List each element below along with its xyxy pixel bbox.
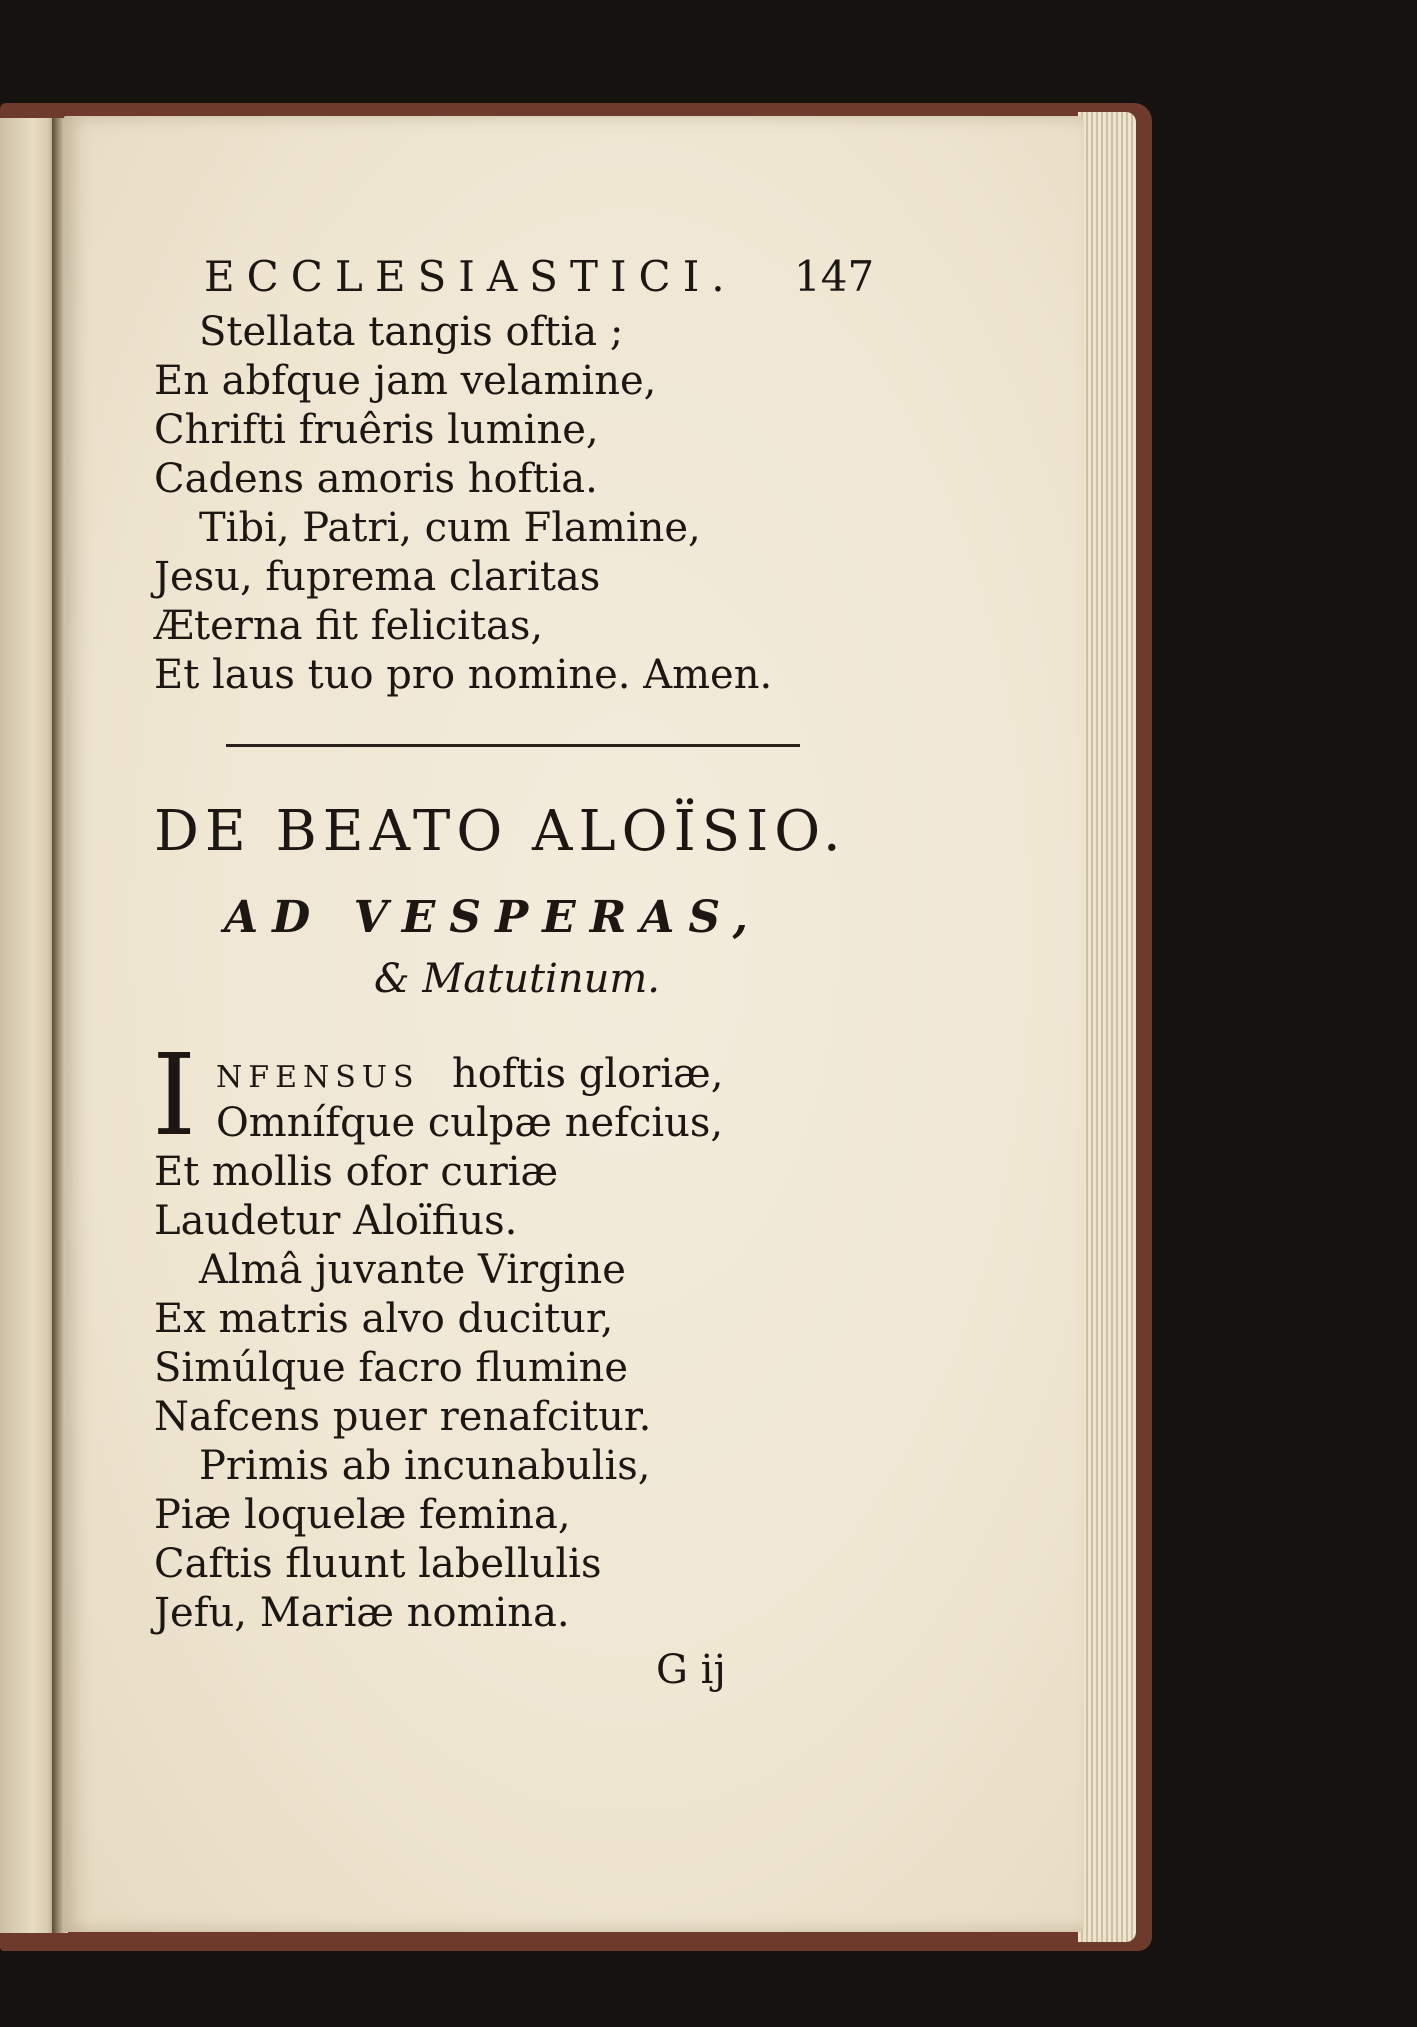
verse-line: Laudetur Aloïfius. xyxy=(154,1198,518,1244)
signature-mark: G ij xyxy=(656,1647,726,1693)
verse-line: Cadens amoris hoftia. xyxy=(154,456,598,502)
section-rule xyxy=(226,744,800,747)
small-caps-word: NFENSUS xyxy=(216,1060,420,1095)
verse-line: Omnífque culpæ nefcius, xyxy=(216,1100,724,1146)
drop-cap: I xyxy=(152,1031,197,1161)
page-block-edges xyxy=(1078,112,1136,1942)
page-number: 147 xyxy=(794,252,875,301)
running-title: ECCLESIASTICI. xyxy=(204,252,737,301)
verse-line: Caftis fluunt labellulis xyxy=(154,1541,602,1587)
verse-line: Chrifti fruêris lumine, xyxy=(154,407,599,453)
verse-line: Æterna fit felicitas, xyxy=(154,603,544,649)
verse-line: hoftis gloriæ, xyxy=(452,1051,724,1097)
verse-line: Simúlque facro flumine xyxy=(154,1345,629,1391)
verse-line: Almâ juvante Virgine xyxy=(199,1247,626,1293)
verse-line: Stellata tangis oftia ; xyxy=(199,309,624,355)
verse-line: En abfque jam velamine, xyxy=(154,358,657,404)
section-subtitle: AD VESPERAS, xyxy=(224,892,762,943)
verse-line: Jesu, fuprema claritas xyxy=(154,554,601,600)
verse-line: Jefu, Mariæ nomina. xyxy=(154,1590,570,1636)
verse-line: Ex matris alvo ducitur, xyxy=(154,1296,614,1342)
facing-page-edge xyxy=(0,118,60,1933)
verse-line: Et mollis ofor curiæ xyxy=(154,1149,559,1195)
section-title: DE BEATO ALOÏSIO. xyxy=(154,799,847,864)
page xyxy=(64,116,1084,1932)
verse-line: Primis ab incunabulis, xyxy=(199,1443,651,1489)
verse-line: Nafcens puer renafcitur. xyxy=(154,1394,652,1440)
verse-line: Piæ loquelæ femina, xyxy=(154,1492,571,1538)
section-subtitle-2: & Matutinum. xyxy=(374,956,660,1002)
verse-line: Tibi, Patri, cum Flamine, xyxy=(199,505,701,551)
verse-line: Et laus tuo pro nomine. Amen. xyxy=(154,652,773,698)
